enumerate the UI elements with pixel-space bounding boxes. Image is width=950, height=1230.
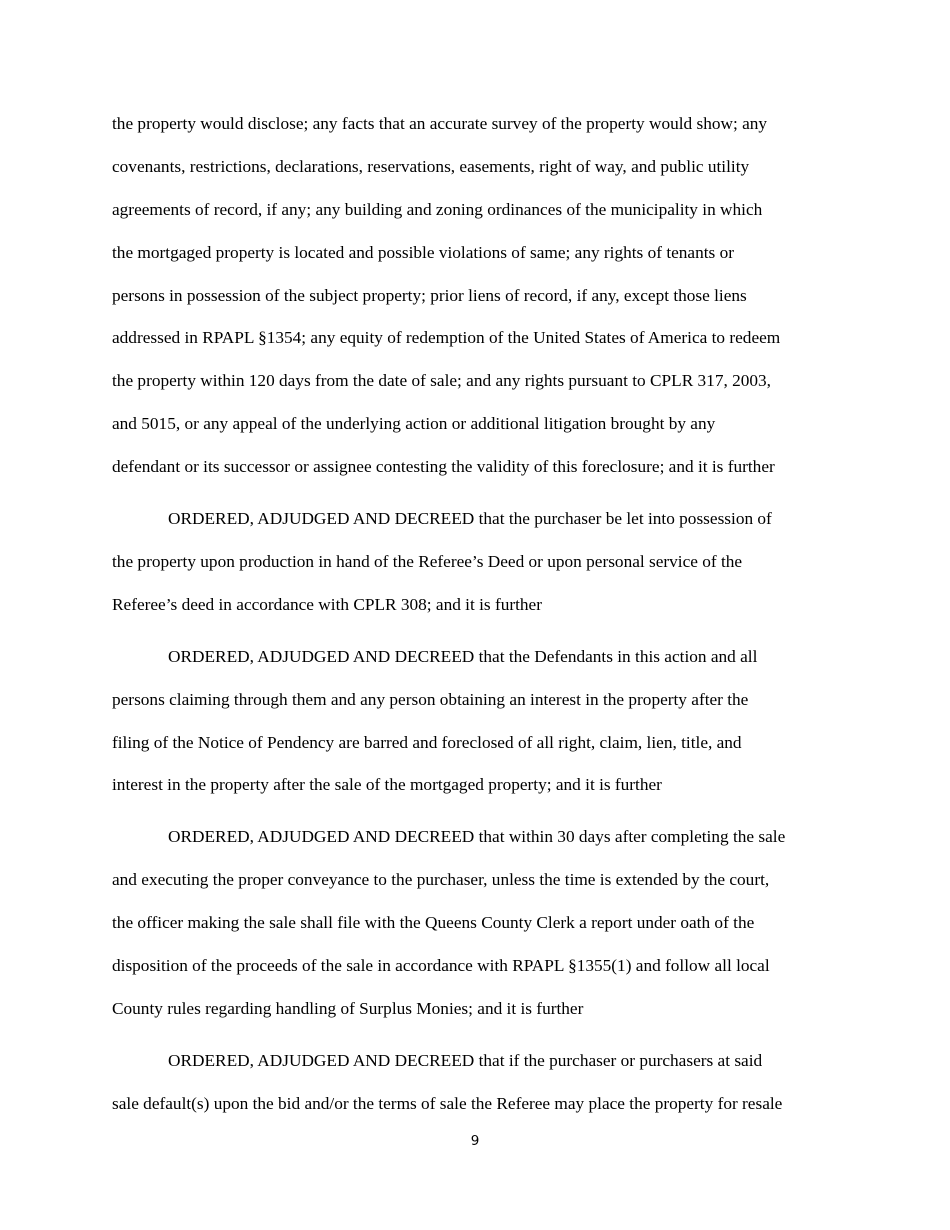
paragraph-line: sale default(s) upon the bid and/or the terms of sale the Referee may place the property for resale (112, 1094, 783, 1113)
paragraph-line: persons claiming through them and any person obtaining an interest in the property after the (112, 690, 749, 709)
paragraph-line: ORDERED, ADJUDGED AND DECREED that the purchaser be let into possession of (168, 509, 772, 528)
paragraph-line: addressed in RPAPL §1354; any equity of redemption of the United States of America to redeem (112, 328, 781, 347)
paragraph-line: filing of the Notice of Pendency are barred and foreclosed of all right, claim, lien, title, and (112, 733, 742, 752)
paragraph-line: persons in possession of the subject property; prior liens of record, if any, except those liens (112, 286, 747, 305)
paragraph-line: interest in the property after the sale of the mortgaged property; and it is further (112, 775, 662, 794)
paragraph-line: disposition of the proceeds of the sale in accordance with RPAPL §1355(1) and follow all local (112, 956, 770, 975)
paragraph-line: the property within 120 days from the date of sale; and any rights pursuant to CPLR 317, 2003, (112, 371, 771, 390)
paragraph-line: agreements of record, if any; any building and zoning ordinances of the municipality in which (112, 200, 763, 219)
paragraph-line: ORDERED, ADJUDGED AND DECREED that if the purchaser or purchasers at said (168, 1051, 763, 1070)
paragraph-line: defendant or its successor or assignee contesting the validity of this foreclosure; and it is further (112, 457, 775, 476)
paragraph-line: covenants, restrictions, declarations, reservations, easements, right of way, and public utility (112, 157, 750, 176)
paragraph-line: the officer making the sale shall file with the Queens County Clerk a report under oath of the (112, 913, 755, 932)
paragraph-line: the mortgaged property is located and possible violations of same; any rights of tenants or (112, 243, 734, 262)
paragraph-line: the property upon production in hand of the Referee’s Deed or upon personal service of the (112, 552, 743, 571)
paragraph-line: and 5015, or any appeal of the underlying action or additional litigation brought by any (112, 414, 716, 433)
paragraph-line: and executing the proper conveyance to the purchaser, unless the time is extended by the court, (112, 870, 770, 889)
paragraph-line: Referee’s deed in accordance with CPLR 308; and it is further (112, 595, 542, 614)
page-number: 9 (470, 1133, 480, 1149)
paragraph-line: ORDERED, ADJUDGED AND DECREED that within 30 days after completing the sale (168, 827, 786, 846)
paragraph-line: ORDERED, ADJUDGED AND DECREED that the Defendants in this action and all (168, 647, 758, 666)
paragraph-line: County rules regarding handling of Surplus Monies; and it is further (112, 999, 584, 1018)
paragraph-line: the property would disclose; any facts that an accurate survey of the property would show; any (112, 114, 768, 133)
